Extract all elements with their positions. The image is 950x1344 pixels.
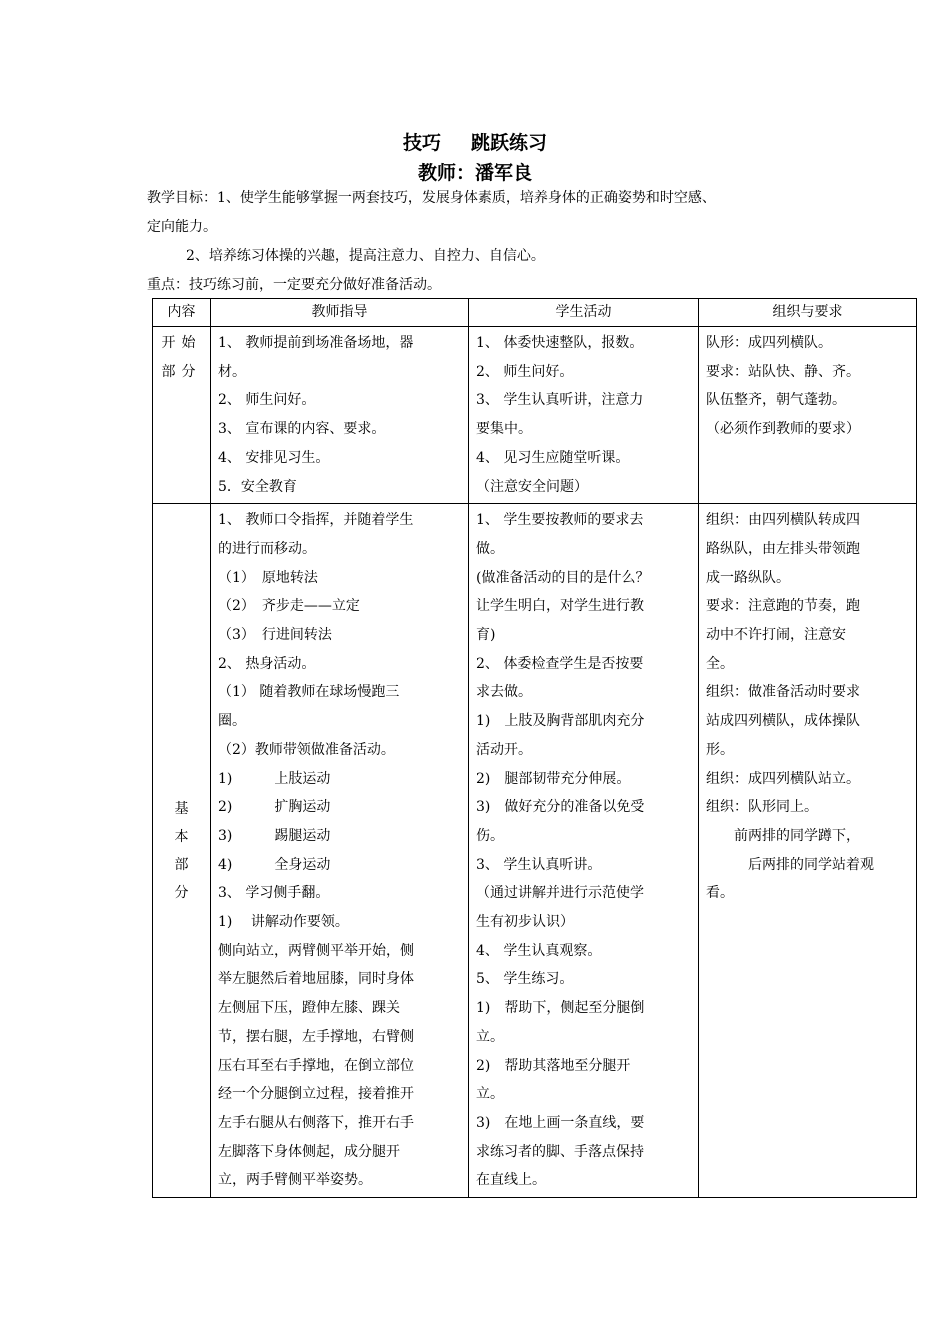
cell-line: （2）教师带领做准备活动。 <box>218 741 395 758</box>
cell-line: （2） 齐步走——立定 <box>218 598 360 615</box>
cell-line: 5．安全教育 <box>218 478 297 495</box>
cell-line: 2) 腿部韧带充分伸展。 <box>476 770 631 787</box>
cell-line: 立。 <box>476 1028 504 1045</box>
cell-line: 在直线上。 <box>476 1172 546 1189</box>
cell-line: 组织：队形同上。 <box>706 799 818 816</box>
section-char: 部 <box>174 856 189 873</box>
table-row-basic <box>153 504 917 1198</box>
opening-organization-cell <box>699 327 917 504</box>
cell-line: 左手右腿从右侧落下，推开右手 <box>218 1114 414 1131</box>
objective-line-1: 教学目标：1、使学生能够掌握一两套技巧，发展身体素质，培养身体的正确姿势和时空感、 <box>147 190 716 206</box>
cell-line: 经一个分腿倒立过程，接着推开 <box>218 1086 414 1103</box>
cell-line: 3、 学生认真听讲。 <box>476 856 602 873</box>
cell-line: 要求：站队快、静、齐。 <box>706 363 860 380</box>
cell-line: （1） 随着教师在球场慢跑三 <box>218 684 400 701</box>
cell-line: 后两排的同学站着观 <box>706 856 874 873</box>
cell-line: 1) 上肢及胸背部肌肉充分 <box>476 713 645 730</box>
cell-line: 要求：注意跑的节奏，跑 <box>706 598 860 615</box>
cell-line: 全。 <box>706 655 734 672</box>
cell-line: (做准备活动的目的是什么？ <box>476 569 650 586</box>
objective-line-2: 定向能力。 <box>147 219 217 235</box>
cell-line: 前两排的同学蹲下， <box>706 827 860 844</box>
cell-line: 圈。 <box>218 713 246 730</box>
cell-line: 3) 踢腿运动 <box>218 827 331 844</box>
cell-line: 的进行而移动。 <box>218 540 316 557</box>
cell-line: 侧向站立，两臂侧平举开始，侧 <box>218 942 414 959</box>
header-content: 内容 <box>153 299 211 327</box>
cell-line: 队形：成四列横队。 <box>706 335 832 351</box>
cell-line: 站成四列横队，成体操队 <box>706 713 860 730</box>
header-organization: 组织与要求 <box>699 299 917 327</box>
section-char: 分 <box>174 884 189 901</box>
cell-line: 求去做。 <box>476 684 532 701</box>
cell-line: 组织：由四列横队转成四 <box>706 512 860 529</box>
cell-line: 活动开。 <box>476 741 532 758</box>
cell-line: 组织：做准备活动时要求 <box>706 684 860 701</box>
basic-organization-cell <box>699 504 917 1198</box>
cell-line: 4、 安排见习生。 <box>218 449 330 466</box>
cell-line: 1、 教师口令指挥，并随着学生 <box>218 512 414 529</box>
cell-line: 3、 宣布课的内容、要求。 <box>218 421 386 438</box>
cell-line: 动中不许打闹，注意安 <box>706 627 846 644</box>
section-char: 基 <box>174 800 189 817</box>
objective-line-3: 2、培养练习体操的兴趣，提高注意力、自控力、自信心。 <box>186 248 545 264</box>
cell-line: 1) 上肢运动 <box>218 770 331 787</box>
key-point: 重点：技巧练习前，一定要充分做好准备活动。 <box>147 277 441 293</box>
teacher-name: 教师：潘军良 <box>417 162 532 184</box>
lesson-title <box>0 128 950 155</box>
cell-line: 4、 见习生应随堂听课。 <box>476 449 630 466</box>
cell-line: 4、 学生认真观察。 <box>476 942 602 959</box>
cell-line: 左脚落下身体侧起，成分腿开 <box>218 1143 400 1160</box>
cell-line: 2、 师生问好。 <box>476 363 574 380</box>
table-row-opening <box>153 327 917 504</box>
cell-line: 1、 体委快速整队，报数。 <box>476 335 644 351</box>
section-basic <box>153 504 211 1198</box>
cell-line: 生有初步认识） <box>476 914 574 931</box>
title-part2: 跳跃练习 <box>471 132 548 154</box>
cell-line: 2、 热身活动。 <box>218 655 316 672</box>
cell-line: 做。 <box>476 540 504 557</box>
cell-line: 育) <box>476 627 496 644</box>
cell-line: 4) 全身运动 <box>218 856 331 873</box>
cell-line: 2) 扩胸运动 <box>218 799 331 816</box>
title-part1: 技巧 <box>402 132 441 154</box>
cell-line: （1） 原地转法 <box>218 569 318 586</box>
section-char: 本 <box>174 828 189 845</box>
section-opening: 开始部分 <box>153 327 211 504</box>
table-header-row <box>153 299 917 327</box>
cell-line: （必须作到教师的要求） <box>706 421 860 438</box>
opening-student-cell <box>469 327 699 504</box>
cell-line: 要集中。 <box>476 421 532 438</box>
header-teacher: 教师指导 <box>211 299 469 327</box>
cell-line: （注意安全问题） <box>476 478 588 495</box>
cell-line: （3） 行进间转法 <box>218 627 332 644</box>
cell-line: 2、 师生问好。 <box>218 392 316 409</box>
cell-line: 让学生明白，对学生进行教 <box>476 598 644 615</box>
cell-line: 1、 学生要按教师的要求去 <box>476 512 644 529</box>
cell-line: 成一路纵队。 <box>706 569 790 586</box>
cell-line: 3、 学生认真听讲，注意力 <box>476 392 644 409</box>
cell-line: 立。 <box>476 1086 504 1103</box>
cell-line: 举左腿然后着地屈膝，同时身体 <box>218 971 414 988</box>
cell-line: 路纵队，由左排头带领跑 <box>706 540 860 557</box>
cell-line: 队伍整齐，朝气蓬勃。 <box>706 392 846 409</box>
cell-line: 求练习者的脚、手落点保持 <box>476 1143 644 1160</box>
cell-line: 5、 学生练习。 <box>476 971 574 988</box>
cell-line: （通过讲解并进行示范使学 <box>476 885 644 902</box>
cell-line: 看。 <box>706 885 734 902</box>
cell-line: 3) 做好充分的准备以免受 <box>476 799 645 816</box>
header-student: 学生活动 <box>469 299 699 327</box>
cell-line: 材。 <box>218 363 246 380</box>
cell-line: 3) 在地上画一条直线，要 <box>476 1114 645 1131</box>
cell-line: 2) 帮助其落地至分腿开 <box>476 1057 631 1074</box>
cell-line: 1) 帮助下，侧起至分腿倒 <box>476 1000 645 1017</box>
cell-line: 组织：成四列横队站立。 <box>706 770 860 787</box>
cell-line: 立，两手臂侧平举姿势。 <box>218 1172 372 1189</box>
cell-line: 2、 体委检查学生是否按要 <box>476 655 644 672</box>
cell-line: 形。 <box>706 741 734 758</box>
cell-line: 3、 学习侧手翻。 <box>218 885 330 902</box>
basic-student-cell <box>469 504 699 1198</box>
cell-line: 节，摆右腿，左手撑地，右臂侧 <box>218 1028 414 1045</box>
basic-teacher-cell <box>211 504 469 1198</box>
cell-line: 1) 讲解动作要领。 <box>218 914 349 931</box>
cell-line: 左侧屈下压，蹬伸左膝、踝关 <box>218 1000 400 1017</box>
cell-line: 伤。 <box>476 827 504 844</box>
lesson-table <box>152 298 917 1198</box>
cell-line: 1、 教师提前到场准备场地，器 <box>218 335 414 351</box>
opening-teacher-cell <box>211 327 469 504</box>
cell-line: 压右耳至右手撑地，在倒立部位 <box>218 1057 414 1074</box>
